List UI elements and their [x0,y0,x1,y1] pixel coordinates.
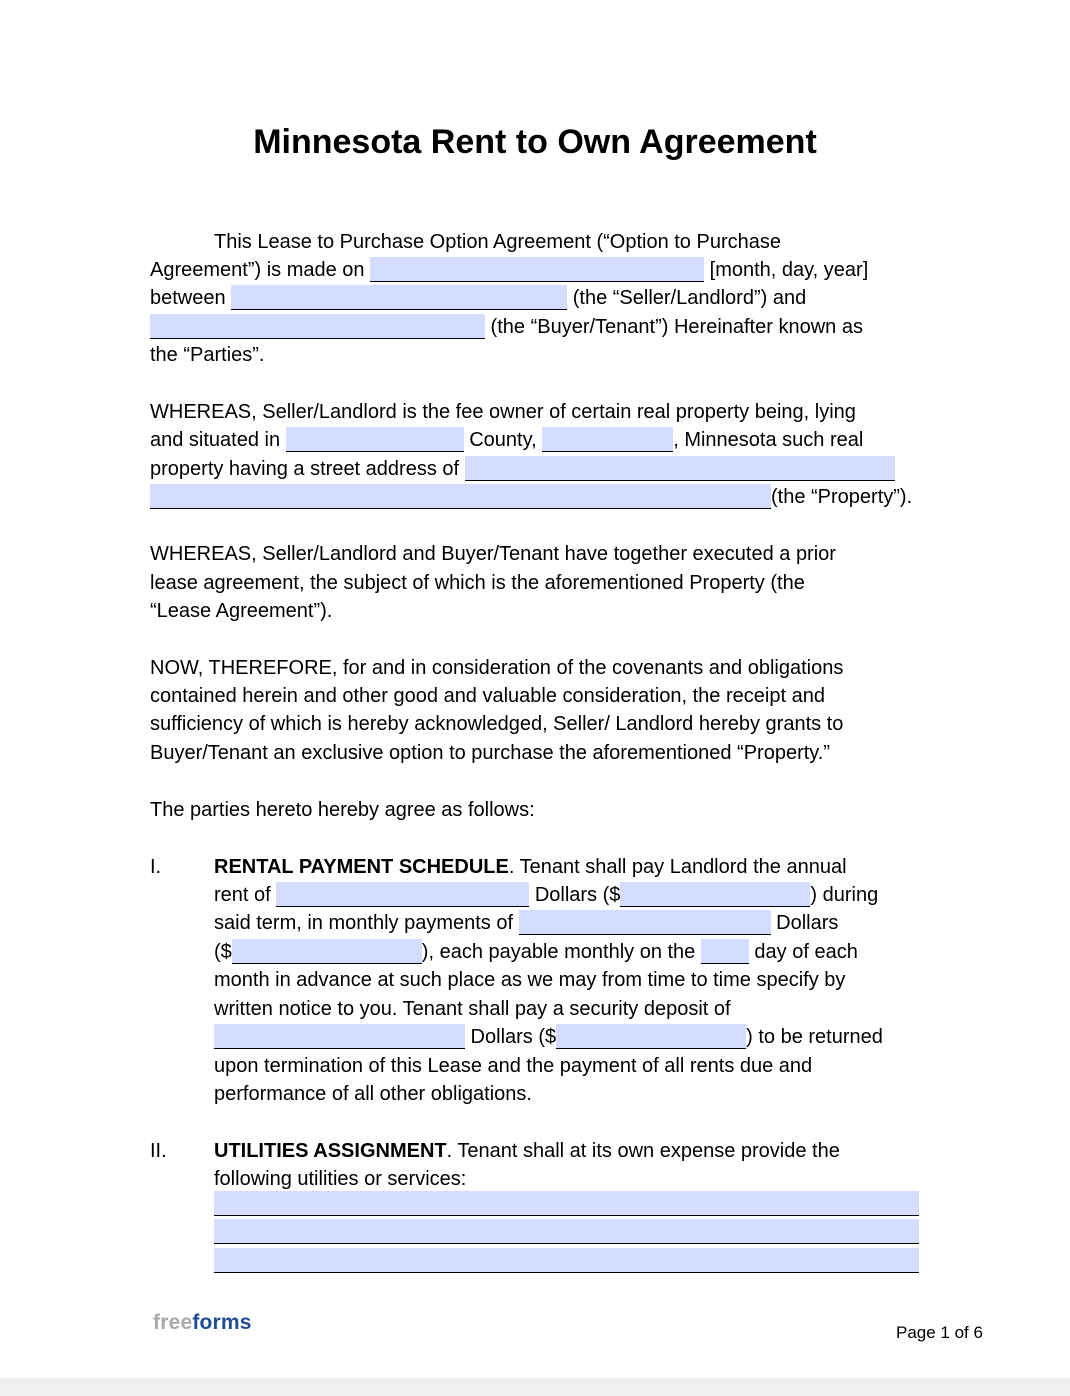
now-line-2 [150,682,825,710]
document-title: Minnesota Rent to Own Agreement [253,123,817,161]
security-deposit-amount-field[interactable] [556,1024,746,1049]
page-number: Page 1 of 6 [896,1323,983,1342]
whereas1-line-3 [150,455,895,483]
whereas-text: (the “Property”). [771,486,913,508]
payment-day-field[interactable] [701,939,749,964]
whereas-text: , Minnesota such real [673,429,864,451]
seller-landlord-name-field[interactable] [231,285,567,310]
agree-text: The parties hereto hereby agree as follows: [150,799,535,821]
section-text: performance of all other obligations. [214,1083,532,1105]
now-text: contained herein and other good and valuable consideration, the receipt and [150,685,825,707]
intro-line-1 [214,228,781,256]
whereas-text: property having a street address of [150,458,465,480]
section-2-line-2 [214,1165,466,1193]
whereas1-line-4 [150,483,912,511]
section-2-heading: UTILITIES ASSIGNMENT [214,1140,447,1162]
section-1-line-9 [214,1080,532,1108]
section-text: following utilities or services: [214,1168,467,1190]
intro-text: between [150,287,232,309]
whereas-text: and situated in [150,429,286,451]
whereas-text: WHEREAS, Seller/Landlord and Buyer/Tenant have together executed a prior [150,543,836,565]
whereas1-line-2 [150,426,863,454]
now-line-3 [150,710,843,738]
section-text: ) to be returned [746,1026,883,1048]
section-1-line-8 [214,1052,812,1080]
section-1-line-5 [214,966,845,994]
section-1-line-7 [214,1023,883,1051]
section-text: . Tenant shall pay Landlord the annual [508,856,847,878]
section-text: ), each payable monthly on the [421,941,701,963]
section-1-line-6 [214,995,731,1023]
section-1-line-4 [214,938,858,966]
intro-text: [month, day, year] [704,259,869,281]
section-text: said term, in monthly payments of [214,912,519,934]
section-text: day of each [748,941,858,963]
annual-rent-amount-field[interactable] [620,882,810,907]
whereas-text: “Lease Agreement”). [150,600,333,622]
section-text: ($ [214,941,232,963]
logo-forms-text: forms [192,1311,252,1334]
whereas1-line-1 [150,398,856,426]
page-bottom-edge [0,1378,1070,1396]
utilities-field-1[interactable] [214,1191,919,1216]
intro-text: (the “Seller/Landlord”) and [567,287,807,309]
now-text: NOW, THEREFORE, for and in consideration of the covenants and obligations [150,657,844,679]
intro-text: the “Parties”. [150,344,265,366]
intro-text: Agreement”) is made on [150,259,371,281]
city-field[interactable] [542,427,673,452]
section-1-line-2 [214,881,878,909]
intro-line-3 [150,284,806,312]
section-1-heading: RENTAL PAYMENT SCHEDULE [214,856,509,878]
section-2-line-1 [214,1137,840,1165]
section-text: Dollars ($ [465,1026,557,1048]
whereas-text: lease agreement, the subject of which is the aforementioned Property (the [150,572,805,594]
logo-free-text: free [153,1311,193,1334]
now-line-1 [150,654,843,682]
freeforms-logo [153,1311,252,1335]
section-text: . Tenant shall at its own expense provide the [446,1140,840,1162]
intro-text: (the “Buyer/Tenant”) Hereinafter known as [485,316,863,338]
whereas2-line-2 [150,569,805,597]
section-2-number: II. [150,1140,167,1162]
now-text: Buyer/Tenant an exclusive option to purchase the aforementioned “Property.” [150,742,831,764]
county-field[interactable] [286,427,464,452]
security-deposit-words-field[interactable] [214,1024,465,1049]
section-text: written notice to you. Tenant shall pay a security deposit of [214,998,731,1020]
now-text: sufficiency of which is hereby acknowledged, Seller/ Landlord hereby grants to [150,713,844,735]
intro-line-5 [150,341,264,369]
section-text: Dollars [770,912,839,934]
section-1-line-1 [214,853,847,881]
utilities-field-3[interactable] [214,1248,919,1273]
intro-text: This Lease to Purchase Option Agreement (“Option to Purchase [214,231,781,253]
whereas-text: County, [463,429,543,451]
monthly-payment-amount-field[interactable] [232,939,422,964]
section-text: ) during [810,884,879,906]
street-address-field-cont[interactable] [150,484,771,509]
street-address-field[interactable] [465,456,895,481]
section-text: month in advance at such place as we may from time to time specify by [214,969,846,991]
buyer-tenant-name-field[interactable] [150,314,485,339]
agreement-date-field[interactable] [370,257,704,282]
intro-line-2 [150,256,868,284]
section-text: upon termination of this Lease and the payment of all rents due and [214,1055,813,1077]
monthly-payment-words-field[interactable] [519,910,771,935]
section-1-number: I. [150,856,162,878]
whereas2-line-1 [150,540,836,568]
whereas2-line-3 [150,597,332,625]
whereas-text: WHEREAS, Seller/Landlord is the fee owner of certain real property being, lying [150,401,856,423]
utilities-field-2[interactable] [214,1219,919,1244]
section-text: Dollars ($ [529,884,621,906]
section-1-line-3 [214,909,838,937]
now-line-4 [150,739,830,767]
agree-line [150,796,535,824]
section-text: rent of [214,884,277,906]
intro-line-4 [150,313,863,341]
annual-rent-words-field[interactable] [276,882,529,907]
